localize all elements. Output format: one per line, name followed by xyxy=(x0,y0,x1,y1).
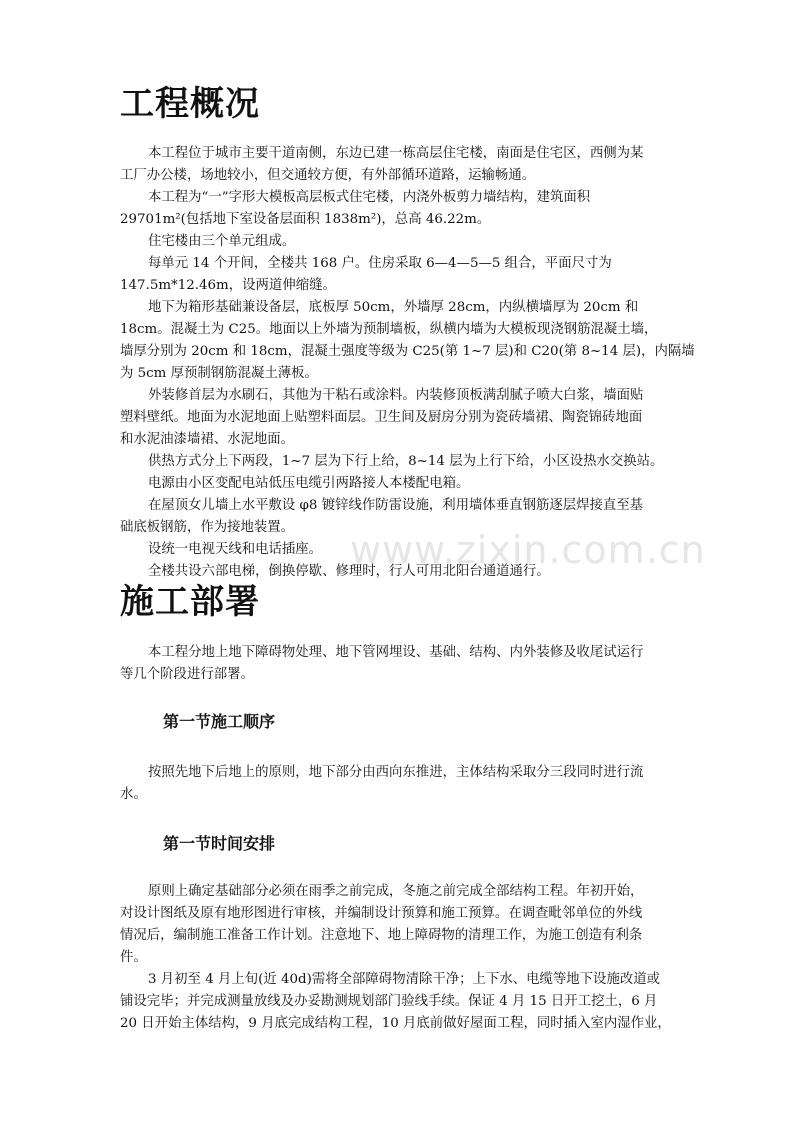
text-line: 本工程位于城市主要干道南侧，东边已建一栋高层住宅楼，南面是住宅区，西侧为某 xyxy=(148,146,644,161)
text-line: 地下为箱形基础兼设备层，底板厚 50cm，外墙厚 28cm，内纵横墙厚为 20cm 和 xyxy=(148,300,639,315)
text-line: 铺设完毕；并完成测量放线及办妥勘测规划部门验线手续。保证 4 月 15 日开工挖土，6 月 xyxy=(120,994,658,1009)
text-line: 按照先地下后地上的原则，地下部分由西向东推进，主体结构采取分三段同时进行流 xyxy=(148,765,644,780)
text-line: 全楼共设六部电梯，倒换停歇、修理时，行人可用北阳台通道通行。 xyxy=(148,564,550,579)
text-line: 本工程分地上地下障碍物处理、地下管网埋设、基础、结构、内外装修及收尾试运行 xyxy=(148,645,644,660)
text-line: 等几个阶段进行部署。 xyxy=(120,667,254,682)
text-line: 工厂办公楼，场地较小，但交通较方便，有外部循环道路，运输畅通。 xyxy=(120,168,536,183)
text-line: 本工程为“一”字形大模板高层板式住宅楼，内浇外板剪力墙结构，建筑面积 xyxy=(148,190,591,205)
text-line: 每单元 14 个开间，全楼共 168 户。住房采取 6—4—5—5 组合，平面尺寸为 xyxy=(148,256,612,271)
schedule-body xyxy=(120,881,692,1035)
text-line: 情况后，编制施工准备工作计划。注意地下、地上障碍物的清理工作，为施工创造有利条 xyxy=(120,928,643,943)
text-line: 水。 xyxy=(120,787,147,802)
text-line: 件。 xyxy=(120,950,147,965)
overview-body xyxy=(120,143,695,583)
text-line: 在屋顶女儿墙上水平敷设 φ8 镀锌线作防雷设施，利用墙体垂直钢筋逐层焊接直至基 xyxy=(148,498,644,513)
text-line: 础底板钢筋，作为接地装置。 xyxy=(120,520,295,535)
text-line: 外装修首层为水刷石，其他为干粘石或涂料。内装修顶板满刮腻子喷大白浆，墙面贴 xyxy=(148,388,644,403)
text-line: 设统一电视天线和电话插座。 xyxy=(148,542,323,557)
text-line: 3 月初至 4 月上旬(近 40d)需将全部障碍物清除干净；上下水、电缆等地下设施改道或 xyxy=(148,972,661,987)
text-line: 147.5m*12.46m，设两道伸缩缝。 xyxy=(120,278,336,293)
text-line: 塑料壁纸。地面为水泥地面上贴塑料面层。卫生间及厨房分别为瓷砖墙裙、陶瓷锦砖地面 xyxy=(120,410,643,425)
text-line: 为 5cm 厚预制钢筋混凝土薄板。 xyxy=(120,366,318,381)
section-title-construction-deployment: 施工部署 xyxy=(120,582,260,622)
watermark: www.zixin.com.cn xyxy=(350,528,706,572)
text-line: 墙厚分别为 20cm 和 18cm，混凝土强度等级为 C25(第 1~7 层)和 C20(第 8~14 层)，内隔墙 xyxy=(120,344,695,359)
text-line: 对设计图纸及原有地形图进行审核，并编制设计预算和施工预算。在调查毗邻单位的外线 xyxy=(120,906,643,921)
text-line: 18cm。混凝土为 C25。地面以上外墙为预制墙板，纵横内墙为大模板现浇钢筋混凝土墙， xyxy=(120,322,658,337)
text-line: 29701m²(包括地下室设备层面积 1838m²)，总高 46.22m。 xyxy=(120,212,491,227)
text-line: 电源由小区变配电站低压电缆引两路接人本楼配电箱。 xyxy=(148,476,470,491)
section-title-project-overview: 工程概况 xyxy=(120,84,260,124)
text-line: 原则上确定基础部分必须在雨季之前完成，冬施之前完成全部结构工程。年初开始， xyxy=(148,884,644,899)
sequence-body xyxy=(120,762,692,806)
subsection-title-schedule: 第一节时间安排 xyxy=(163,834,276,853)
text-line: 和水泥油漆墙裙、水泥地面。 xyxy=(120,432,295,447)
text-line: 供热方式分上下两段，1~7 层为下行上给，8~14 层为上行下给，小区设热水交换站。 xyxy=(148,454,664,469)
deployment-intro xyxy=(120,642,692,686)
text-line: 20 日开始主体结构，9 月底完成结构工程，10 月底前做好屋面工程，同时插入室内湿作业， xyxy=(120,1016,671,1031)
subsection-title-sequence: 第一节施工顺序 xyxy=(163,712,276,731)
text-line: 住宅楼由三个单元组成。 xyxy=(148,234,296,249)
